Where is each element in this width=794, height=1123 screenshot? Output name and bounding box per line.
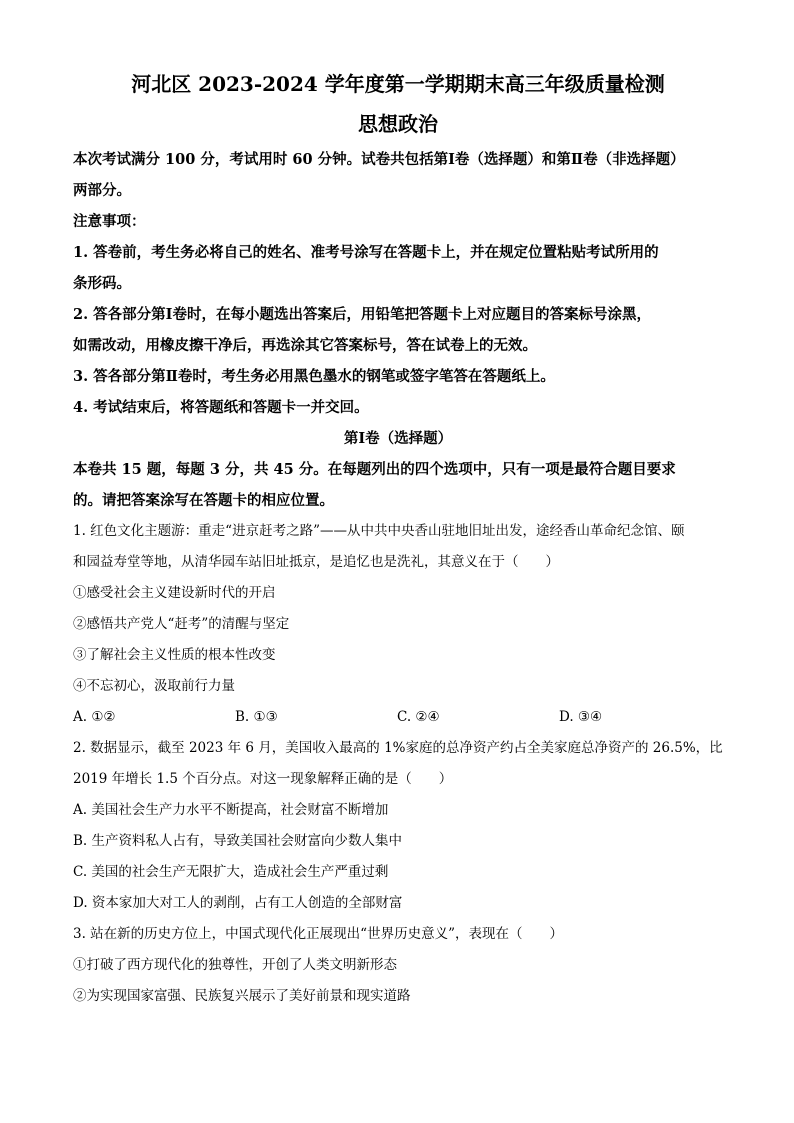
q1-options <box>73 702 723 733</box>
note-2-line-2: 如需改动，用橡皮擦干净后，再选涂其它答案标号，答在试卷上的无效。 <box>73 337 537 354</box>
q1-stem-line-1: 1. 红色文化主题游：重走“进京赶考之路”——从中共中央香山驻地旧址出发，途经香山革命纪念馆、颐 <box>73 523 685 539</box>
intro-line-1: 本次考试满分 100 分，考试用时 60 分钟。试卷共包括第Ⅰ卷（选择题）和第Ⅱ卷（非选择题） <box>73 151 685 168</box>
subject-title: 思想政治 <box>358 112 438 136</box>
q3-statement-1: ①打破了西方现代化的独尊性，开创了人类文明新形态 <box>73 957 397 973</box>
q2-stem-line-2: 2019 年增长 1.5 个百分点。对这一现象解释正确的是（ ） <box>73 771 453 787</box>
note-3: 3. 答各部分第Ⅱ卷时，考生务必用黑色墨水的钢笔或签字笔答在答题纸上。 <box>73 368 555 385</box>
section-1-desc-line-1: 本卷共 15 题，每题 3 分，共 45 分。在每题列出的四个选项中，只有一项是最符合题目要求 <box>73 461 676 478</box>
q1-statement-4: ④不忘初心，汲取前行力量 <box>73 678 235 694</box>
q2-option-b: B. 生产资料私人占有，导致美国社会财富向少数人集中 <box>73 833 403 849</box>
question-1 <box>73 516 723 733</box>
question-2 <box>73 733 723 919</box>
exam-title: 河北区 2023-2024 学年度第一学期期末高三年级质量检测 <box>131 72 665 96</box>
section-1-heading: 第Ⅰ卷（选择题） <box>343 430 453 447</box>
intro-line-2: 两部分。 <box>73 182 131 199</box>
q2-option-d: D. 资本家加大对工人的剥削，占有工人创造的全部财富 <box>73 895 403 911</box>
section-1-desc-line-2: 的。请把答案涂写在答题卡的相应位置。 <box>73 492 334 509</box>
note-2-line-1: 2. 答各部分第Ⅰ卷时，在每小题选出答案后，用铅笔把答题卡上对应题目的答案标号涂黑， <box>73 306 651 323</box>
q1-option-a: A. ①② <box>73 709 116 725</box>
question-3 <box>73 919 723 1012</box>
exam-page <box>73 70 723 1012</box>
q2-option-a: A. 美国社会生产力水平不断提高，社会财富不断增加 <box>73 802 389 818</box>
q1-option-c: C. ②④ <box>397 709 440 725</box>
q1-statement-3: ③了解社会主义性质的根本性改变 <box>73 647 276 663</box>
q2-stem-line-1: 2. 数据显示，截至 2023 年 6 月，美国收入最高的 1%家庭的总净资产约占全美家庭总净资产的 26.5%，比 <box>73 740 723 756</box>
q1-option-d: D. ③④ <box>559 709 603 725</box>
q1-statement-2: ②感悟共产党人“赶考”的清醒与坚定 <box>73 616 290 632</box>
notes-heading: 注意事项： <box>73 213 146 230</box>
note-1-line-1: 1. 答卷前，考生务必将自己的姓名、准考号涂写在答题卡上，并在规定位置粘贴考试所用的 <box>73 244 659 261</box>
q3-statement-2: ②为实现国家富强、民族复兴展示了美好前景和现实道路 <box>73 988 411 1004</box>
q3-stem: 3. 站在新的历史方位上，中国式现代化正展现出“世界历史意义”，表现在（ ） <box>73 926 563 942</box>
note-4: 4. 考试结束后，将答题纸和答题卡一并交回。 <box>73 399 369 416</box>
q1-statement-1: ①感受社会主义建设新时代的开启 <box>73 585 276 601</box>
note-1-line-2: 条形码。 <box>73 275 131 292</box>
q1-stem-line-2: 和园益寿堂等地，从清华园车站旧址抵京，是追忆也是洗礼，其意义在于（ ） <box>73 554 559 570</box>
q1-option-b: B. ①③ <box>235 709 278 725</box>
q2-option-c: C. 美国的社会生产无限扩大，造成社会生产严重过剩 <box>73 864 389 880</box>
